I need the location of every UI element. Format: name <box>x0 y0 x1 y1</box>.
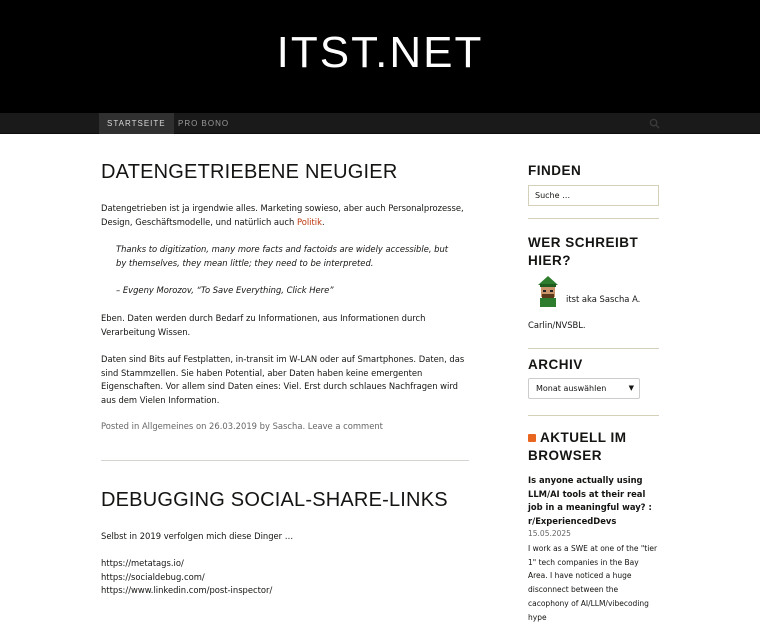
leave-comment-link[interactable]: Leave a comment <box>307 421 383 431</box>
date-link[interactable]: 26.03.2019 <box>209 421 257 431</box>
author-text: itst aka Sascha A. Carlin/NVSBL. <box>528 294 641 330</box>
meta-label: by <box>257 421 273 431</box>
archive-select[interactable] <box>528 378 640 399</box>
author-bio <box>528 286 659 338</box>
meta-label: Posted in <box>101 421 142 431</box>
post-link[interactable]: https://socialdebug.com/ <box>101 572 205 582</box>
post-paragraph: Daten sind Bits auf Festplatten, in-transit im W-LAN oder auf Smartphones. Daten, das sind Stammzellen. Sie haben Potential, aber Daten haben keine emergenten Eigenschaften. Vor allem sind Daten eines: Viel. Erst durch schlaues Nachfragen wird aus dem Vielen Information. <box>101 354 465 405</box>
feed-item-date: 15.05.2025 <box>528 529 571 538</box>
search-icon[interactable] <box>649 118 660 129</box>
feed-item-title[interactable]: Is anyone actually using LLM/AI tools at their real job in a meaningful way? : r/ExperiencedDevs <box>528 475 652 526</box>
chevron-down-icon: ▼ <box>628 384 634 392</box>
post-meta <box>101 421 383 431</box>
post-divider <box>101 460 469 461</box>
post-paragraph: Eben. Daten werden durch Bedarf zu Informationen, aus Informationen durch Verarbeitung Wissen. <box>101 313 426 337</box>
site-title[interactable]: ITST.NET <box>276 27 484 77</box>
feed-item-excerpt: I work as a SWE at one of the "tier 1" tech companies in the Bay Area. I have noticed a huge disconnect between the cacophony of AI/LLM/vibecoding hype <box>528 544 658 622</box>
search-input[interactable]: Suche … <box>528 185 659 206</box>
politik-link[interactable]: Politik <box>296 216 322 227</box>
nav-item-pro-bono[interactable]: PRO BONO <box>178 119 230 128</box>
post-link[interactable]: https://www.linkedin.com/post-inspector/ <box>101 585 273 595</box>
paragraph-text: Datengetrieben ist ja irgendwie alles. Marketing sowieso, aber auch Personalprozesse, Design, Geschäftsmodelle, und natürlich auch <box>101 203 464 227</box>
author-link[interactable]: Sascha <box>272 421 303 431</box>
nav-item-startseite[interactable]: STARTSEITE <box>99 113 174 134</box>
widget-divider <box>528 218 659 219</box>
main-navigation <box>0 113 760 134</box>
post-paragraph: Selbst in 2019 verfolgen mich diese Dinger … <box>101 531 294 541</box>
paragraph-text-end: . <box>321 216 325 227</box>
post-link[interactable]: https://metatags.io/ <box>101 558 184 568</box>
widget-divider <box>528 415 659 416</box>
widget-title-archiv: ARCHIV <box>528 357 583 372</box>
widget-title-wer-schreibt-hier: WER SCHREIBT HIER? <box>528 235 639 268</box>
category-link[interactable]: Allgemeines <box>141 421 194 431</box>
archive-select-value: Monat auswählen <box>536 384 607 393</box>
post-paragraph <box>101 202 469 229</box>
blockquote-text: Thanks to digitization, many more facts and factoids are widely accessible, but by themselves, they mean little; they need to be interpreted. <box>116 244 449 268</box>
widget-divider <box>528 348 659 349</box>
site-header <box>0 0 760 113</box>
widget-title-finden: FINDEN <box>528 163 582 178</box>
post-title[interactable]: DATENGETRIEBENE NEUGIER <box>101 161 398 183</box>
meta-label: . <box>302 421 308 431</box>
meta-label: on <box>193 421 210 431</box>
post-title[interactable]: DEBUGGING SOCIAL-SHARE-LINKS <box>101 489 448 511</box>
blockquote-citation: – Evgeny Morozov, “To Save Everything, Click Here” <box>116 285 334 295</box>
widget-title-aktuell-im-browser[interactable]: AKTUELL IM BROWSER <box>528 430 627 463</box>
